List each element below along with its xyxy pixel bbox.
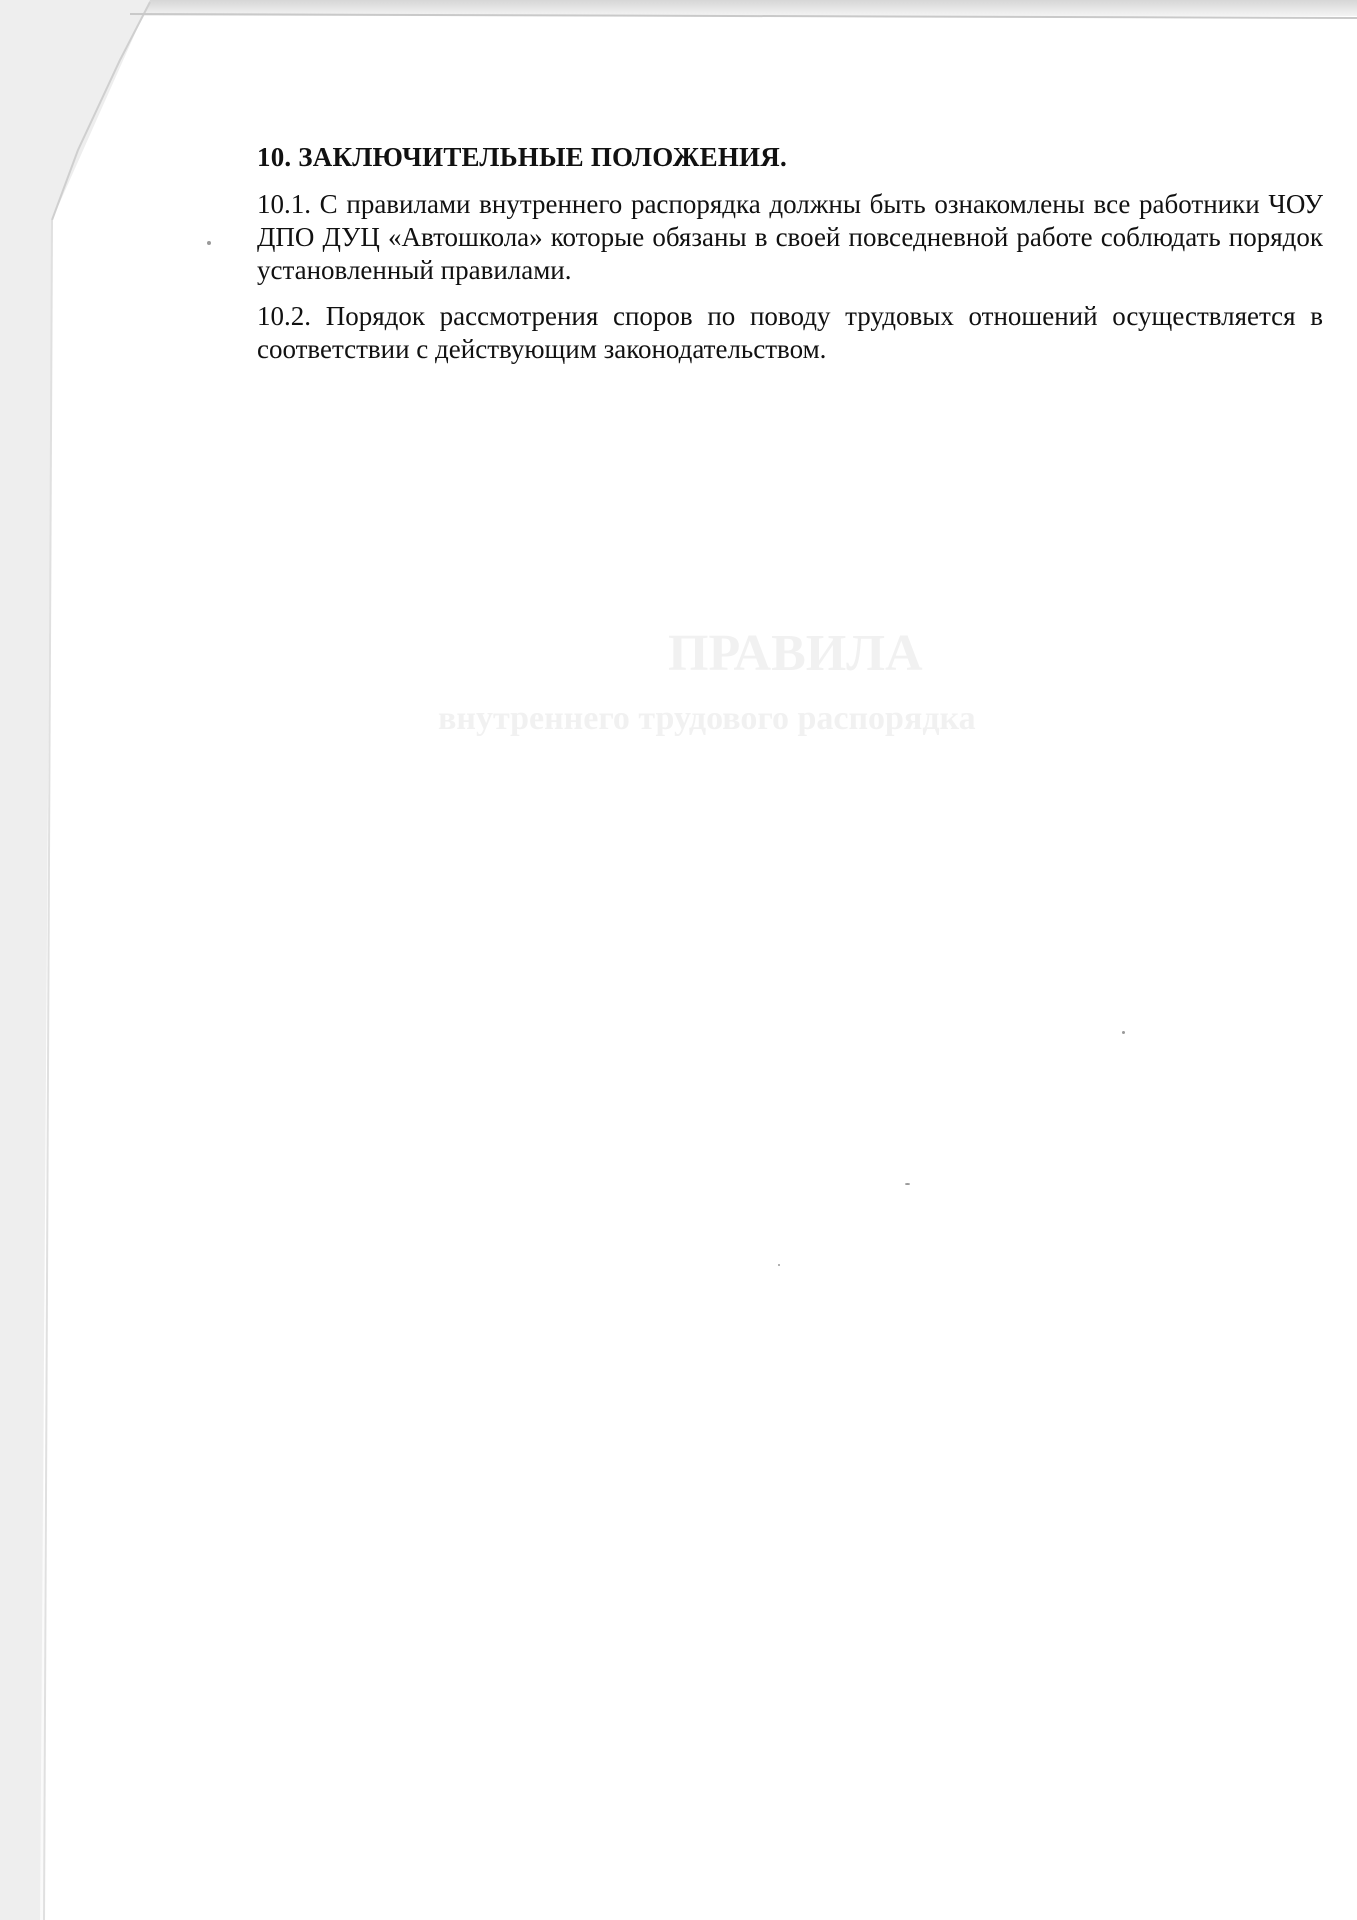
document-body bbox=[257, 140, 1323, 379]
scan-speck bbox=[207, 241, 211, 245]
section-heading: 10. ЗАКЛЮЧИТЕЛЬНЫЕ ПОЛОЖЕНИЯ. bbox=[257, 142, 787, 172]
reverse-side-show-through: ПРАВИЛА bbox=[668, 625, 923, 682]
scan-speck bbox=[905, 1183, 910, 1185]
paragraph-10-2: 10.2. Порядок рассмотрения споров по поводу трудовых отношений осуществляется в соответствии с действующим законодательством. bbox=[257, 301, 1323, 364]
reverse-side-show-through: внутреннего трудового распорядка bbox=[438, 700, 976, 737]
paragraph-10-1: 10.1. С правилами внутреннего распорядка должны быть ознакомлены все работники ЧОУ ДПО ДУЦ «Автошкола» которые обязаны в своей повседневной работе соблюдать порядок установленный правилами. bbox=[257, 189, 1323, 285]
scan-speck bbox=[778, 1264, 780, 1266]
scan-speck bbox=[1122, 1031, 1125, 1034]
